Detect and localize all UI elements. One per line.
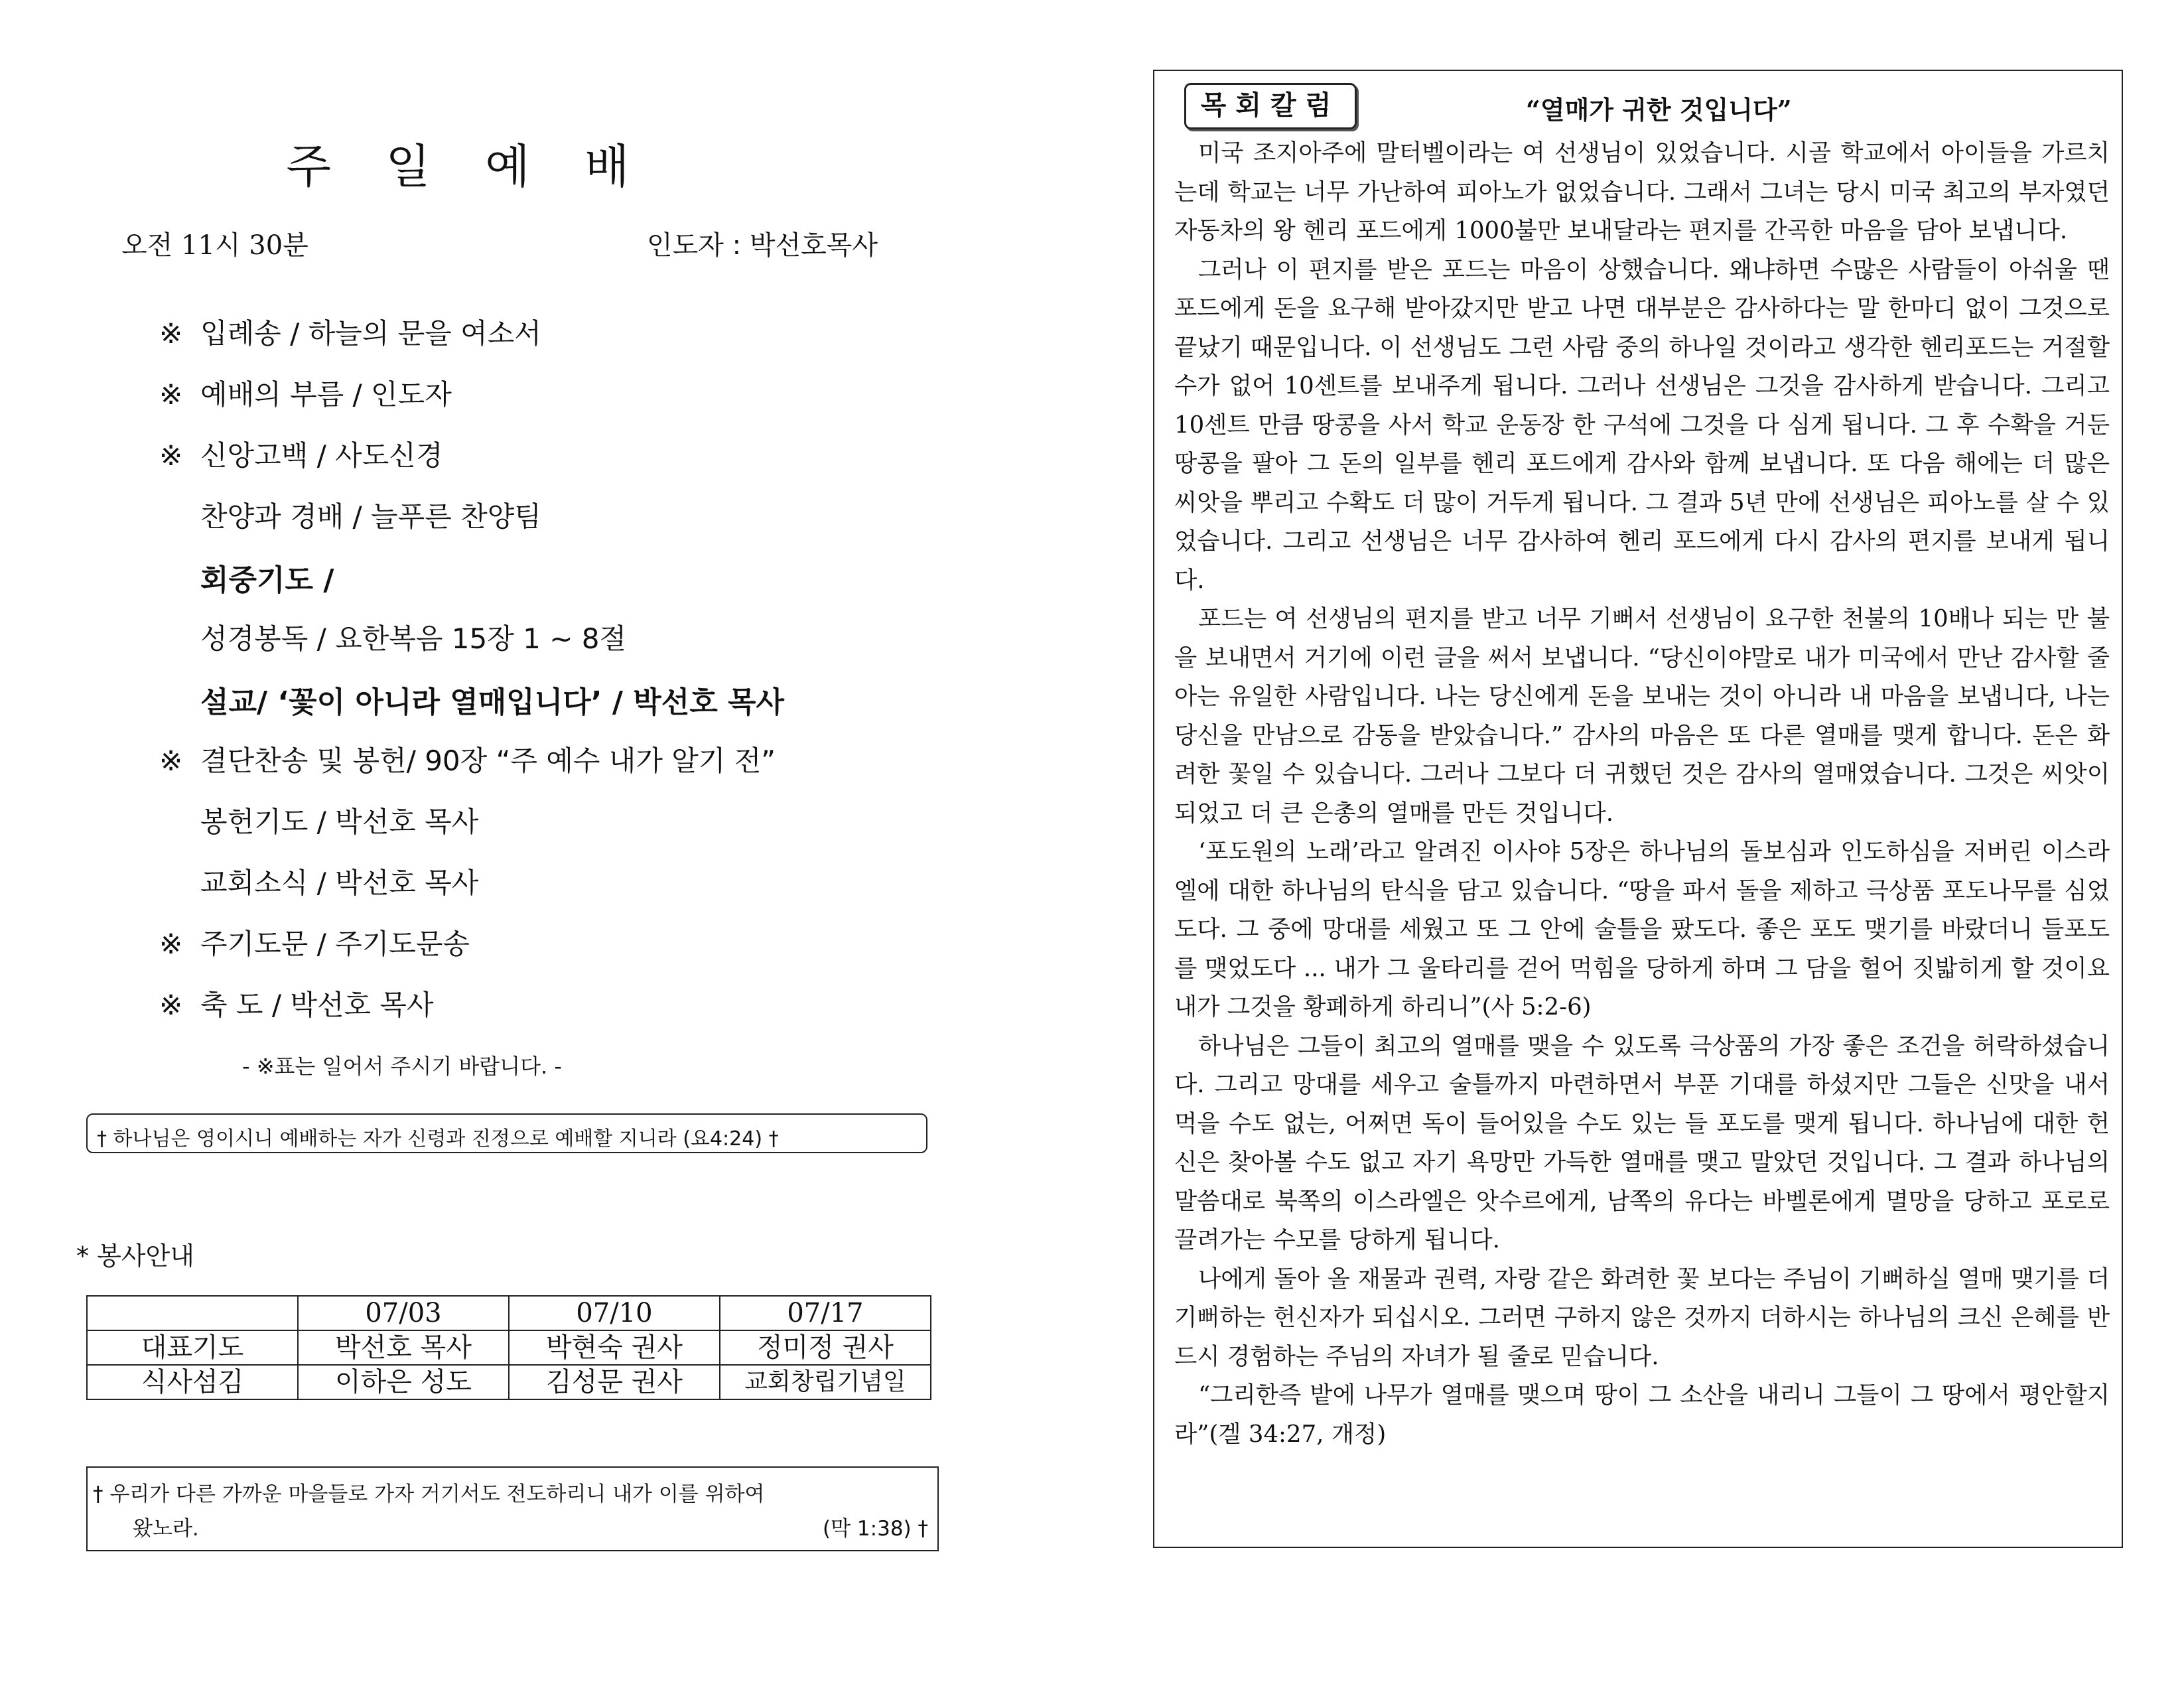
closing-verse-box (86, 1466, 939, 1551)
order-item (200, 800, 478, 840)
worship-leader: 인도자 : 박선호목사 (647, 230, 878, 261)
column-paragraph: 미국 조지아주에 말터벨이라는 여 선생님이 있었습니다. 시골 학교에서 아이들을 가르치는데 학교는 너무 가난하여 피아노가 없었습니다. 그래서 그녀는 당시 미국 최고의 부자였던 자동차의 왕 헨리 포드에게 1000불만 보내달라는 편지를 간곡한 마음을 담아 보냅니다. (1174, 139, 2110, 244)
order-item (200, 617, 626, 657)
role-cell: 식사섬김 (87, 1365, 298, 1399)
order-item (159, 434, 443, 474)
stand-mark: ※ (159, 439, 183, 472)
closing-verse-line: 왔노라. (133, 1517, 199, 1541)
table-header-row (87, 1296, 931, 1330)
table-cell: 박선호 목사 (298, 1330, 509, 1365)
order-item (200, 556, 334, 596)
table-row (87, 1330, 931, 1365)
order-item-text: 입례송 / 하늘의 문을 여소서 (200, 317, 541, 350)
stand-mark: ※ (159, 378, 183, 411)
column-paragraph: 하나님은 그들이 최고의 열매를 맺을 수 있도록 극상품의 가장 좋은 조건을 허락하셨습니다. 그리고 망대를 세우고 술틀까지 마련하면서 부푼 기대를 하셨지만 그들은 신맛을 내서 먹을 수도 없는, 어쩌면 독이 들어있을 수도 있는 들 포도를 맺게 됩니다. 하나님에 대한 헌신은 찾아볼 수도 없고 자기 욕망만 가득한 열매를 맺고 말았던 것입니다. 그 결과 하나님의 말씀대로 북쪽의 이스라엘은 앗수르에게, 남쪽의 유다는 바벨론에게 멸망을 당하고 포로로 끌려가는 수모를 당하게 됩니다. (1174, 1032, 2110, 1253)
pastor-column-panel (1153, 70, 2123, 1548)
table-cell: 정미정 권사 (720, 1330, 931, 1365)
worship-order-page (0, 0, 1035, 1692)
order-item (200, 495, 541, 535)
column-tag: 목회칼럼 (1184, 83, 1357, 129)
order-item (159, 373, 452, 413)
order-item-text: 주기도문 / 주기도문송 (200, 928, 470, 960)
scripture-verse-box: † 하나님은 영이시니 예배하는 자가 신령과 진정으로 예배할 지니라 (요4:24) † (86, 1113, 927, 1153)
order-item (159, 922, 470, 962)
column-title: “열매가 귀한 것입니다” (1526, 95, 1792, 125)
closing-verse-reference: (막 1:38) † (823, 1517, 928, 1541)
order-item-text: 신앙고백 / 사도신경 (200, 439, 443, 472)
order-item-text: 찬양과 경배 / 늘푸른 찬양팀 (200, 500, 541, 533)
order-item-text: 축 도 / 박선호 목사 (200, 989, 434, 1021)
stand-mark: ※ (159, 928, 183, 960)
order-item-text: 성경봉독 / 요한복음 15장 1 ~ 8절 (200, 622, 627, 655)
standing-note: - ※표는 일어서 주시기 바랍니다. - (242, 1054, 562, 1079)
closing-verse-second-line (93, 1512, 928, 1546)
date-header: 07/17 (720, 1296, 931, 1330)
worship-time: 오전 11시 30분 (121, 230, 308, 261)
order-item (159, 739, 776, 779)
stand-mark: ※ (159, 989, 183, 1021)
order-item-text: 회중기도 / (200, 563, 334, 597)
column-paragraph: 그러나 이 편지를 받은 포드는 마음이 상했습니다. 왜냐하면 수많은 사람들이 아쉬울 땐 포드에게 돈을 요구해 받아갔지만 받고 나면 대부분은 감사하다는 말 한마디 없이 그것으로 끝났기 때문입니다. 이 선생님도 그런 사람 중의 하나일 것이라고 생각한 헨리포드는 거절할 수가 없어 10센트를 보내주게 됩니다. 그러나 선생님은 그것을 감사하게 받습니다. 그리고 10센트 만큼 땅콩을 사서 학교 운동장 한 구석에 그것을 다 심게 됩니다. 그 후 수확을 거둔 땅콩을 팔아 그 돈의 일부를 헨리 포드에게 감사와 함께 보냅니다. 또 다음 해에는 더 많은 씨앗을 뿌리고 수확도 더 많이 거두게 됩니다. 그 결과 5년 만에 선생님은 피아노를 살 수 있었습니다. 그리고 선생님은 너무 감사하여 헨리 포드에게 다시 감사의 편지를 보내게 됩니다. (1174, 255, 2110, 594)
order-item-text: 봉헌기도 / 박선호 목사 (200, 806, 479, 838)
service-heading: * 봉사안내 (76, 1241, 194, 1271)
closing-verse-line: † 우리가 다른 가까운 마을들로 가자 거기서도 전도하리니 내가 이를 위하여 (93, 1482, 765, 1506)
order-item-text: 예배의 부름 / 인도자 (200, 378, 452, 411)
order-item (159, 983, 434, 1023)
stand-mark: ※ (159, 317, 183, 350)
table-cell: 김성문 권사 (509, 1365, 720, 1399)
column-body (1174, 134, 2110, 1454)
table-row (87, 1365, 931, 1399)
page-title: 주 일 예 배 (286, 139, 649, 194)
order-item-text: 설교/ ‘꽃이 아니라 열매입니다’ / 박선호 목사 (200, 685, 785, 719)
column-paragraph: 포드는 여 선생님의 편지를 받고 너무 기뻐서 선생님이 요구한 천불의 10배나 되는 만 불을 보내면서 거기에 이런 글을 써서 보냅니다. “당신이야말로 내가 미국에서 만난 감사할 줄 아는 유일한 사람입니다. 나는 당신에게 돈을 보내는 것이 아니라 내 마음을 보냅니다, 나는 당신을 만남으로 감동을 받았습니다.” 감사의 마음은 또 다른 열매를 맺게 합니다. 돈은 화려한 꽃일 수 있습니다. 그러나 그보다 더 귀했던 것은 감사의 열매였습니다. 그것은 씨앗이 되었고 더 큰 은총의 열매를 만든 것입니다. (1174, 605, 2110, 827)
role-cell: 대표기도 (87, 1330, 298, 1365)
table-cell: 이하은 성도 (298, 1365, 509, 1399)
column-paragraph: “그리한즉 밭에 나무가 열매를 맺으며 땅이 그 소산을 내리니 그들이 그 땅에서 평안할지라”(겔 34:27, 개정) (1174, 1381, 2110, 1448)
column-paragraph: ‘포도원의 노래’라고 알려진 이사야 5장은 하나님의 돌보심과 인도하심을 저버린 이스라엘에 대한 하나님의 탄식을 담고 있습니다. “땅을 파서 돌을 제하고 극상품 포도나무를 심었도다. 그 중에 망대를 세웠고 또 그 안에 술틀을 팠도다. 좋은 포도 맺기를 바랐더니 들포도를 맺었도다 ... 내가 그 울타리를 걷어 먹힘을 당하게 하며 그 담을 헐어 짓밟히게 할 것이요 내가 그것을 황폐하게 하리니”(사 5:2-6) (1174, 838, 2110, 1021)
table-corner-cell (87, 1296, 298, 1330)
service-table (86, 1295, 931, 1400)
date-header: 07/10 (509, 1296, 720, 1330)
sermon-item (200, 678, 784, 718)
order-item-text: 결단찬송 및 봉헌/ 90장 “주 예수 내가 알기 전” (200, 744, 776, 777)
order-item (159, 312, 541, 352)
order-item (200, 861, 478, 901)
table-cell: 박현숙 권사 (509, 1330, 720, 1365)
date-header: 07/03 (298, 1296, 509, 1330)
order-item-text: 교회소식 / 박선호 목사 (200, 867, 479, 899)
table-cell: 교회창립기념일 (720, 1365, 931, 1399)
column-paragraph: 나에게 돌아 올 재물과 권력, 자랑 같은 화려한 꽃 보다는 주님이 기뻐하실 열매 맺기를 더 기뻐하는 헌신자가 되십시오. 그러면 구하지 않은 것까지 더하시는 하나님의 크신 은혜를 반드시 경험하는 주님의 자녀가 될 줄로 믿습니다. (1174, 1265, 2110, 1370)
stand-mark: ※ (159, 744, 183, 777)
